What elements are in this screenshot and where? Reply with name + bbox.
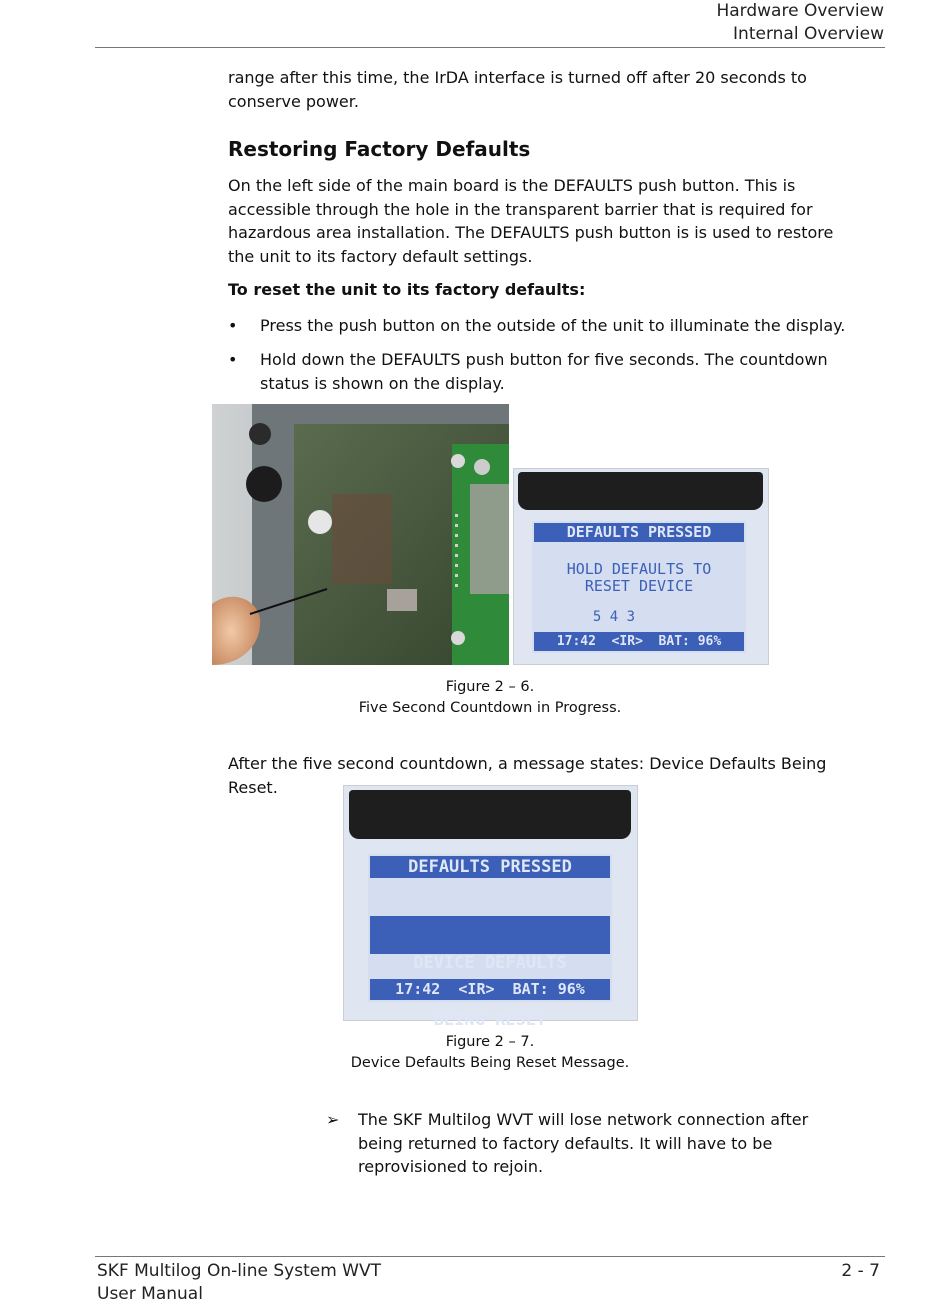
footer-title: SKF Multilog On-line System WVT [97, 1261, 381, 1281]
lcd-title-bar: DEFAULTS PRESSED [534, 523, 744, 542]
figure2-number: Figure 2 – 7. [445, 1034, 535, 1050]
lcd-status-bar: 17:42 <IR> BAT: 96% [370, 979, 610, 1000]
figure1-title: Five Second Countdown in Progress. [358, 700, 622, 716]
header-section: Internal Overview [733, 24, 884, 44]
board-photo-illustration [212, 404, 509, 665]
section-heading: Restoring Factory Defaults [228, 137, 531, 161]
running-header [716, 0, 884, 46]
header-rule [95, 47, 885, 48]
after-paragraph: After the five second countdown, a message states: Device Defaults Being Reset. [228, 754, 827, 797]
note-text: The SKF Multilog WVT will lose network connection after being returned to factory defaults. It will have to be reprovisioned to rejoin. [358, 1110, 809, 1176]
lcd-line-1: HOLD DEFAULTS TO [566, 560, 712, 578]
lcd-bezel [518, 472, 763, 510]
lcd-countdown-display [513, 468, 769, 665]
section-paragraph: On the left side of the main board is the DEFAULTS push button. This is accessible through the hole in the transparent barrier that is required for hazardous area installation. The DEFAULTS push button is is used to restore the unit to its factory default settings. [228, 176, 834, 266]
lcd-line-1: DEVICE DEFAULTS [413, 953, 567, 973]
procedure-heading: To reset the unit to its factory defaults: [228, 280, 586, 299]
figure1-number: Figure 2 – 6. [445, 679, 535, 695]
figure2-caption [290, 1032, 690, 1074]
bullet-icon: • [228, 316, 238, 335]
bullet-text: Hold down the DEFAULTS push button for five seconds. The countdown status is shown on the display. [260, 350, 828, 393]
board-photo [212, 404, 509, 665]
arrow-bullet-icon: ➢ [326, 1110, 340, 1129]
lcd-line-2: BEING RESET [433, 1010, 547, 1030]
lcd-countdown: 5 4 3 [592, 609, 636, 625]
bullet-icon: • [228, 350, 238, 369]
lcd-reset-display [343, 785, 638, 1030]
lcd-status-bar: 17:42 <IR> BAT: 96% [534, 632, 744, 651]
page-number: 2 - 7 [841, 1261, 880, 1281]
footer-subtitle: User Manual [97, 1284, 203, 1304]
lcd-title-bar: DEFAULTS PRESSED [370, 856, 610, 878]
lcd-bezel [349, 790, 631, 839]
bullet-text: Press the push button on the outside of the unit to illuminate the display. [260, 316, 846, 335]
header-chapter: Hardware Overview [716, 1, 884, 21]
footer-doc-title [97, 1260, 381, 1306]
lcd-line-2: RESET DEVICE [584, 577, 694, 595]
figure2-title: Device Defaults Being Reset Message. [350, 1055, 630, 1071]
figure1-caption [290, 677, 690, 719]
intro-paragraph: range after this time, the IrDA interface is turned off after 20 seconds to conserve power. [228, 68, 807, 111]
footer-rule [95, 1256, 885, 1257]
